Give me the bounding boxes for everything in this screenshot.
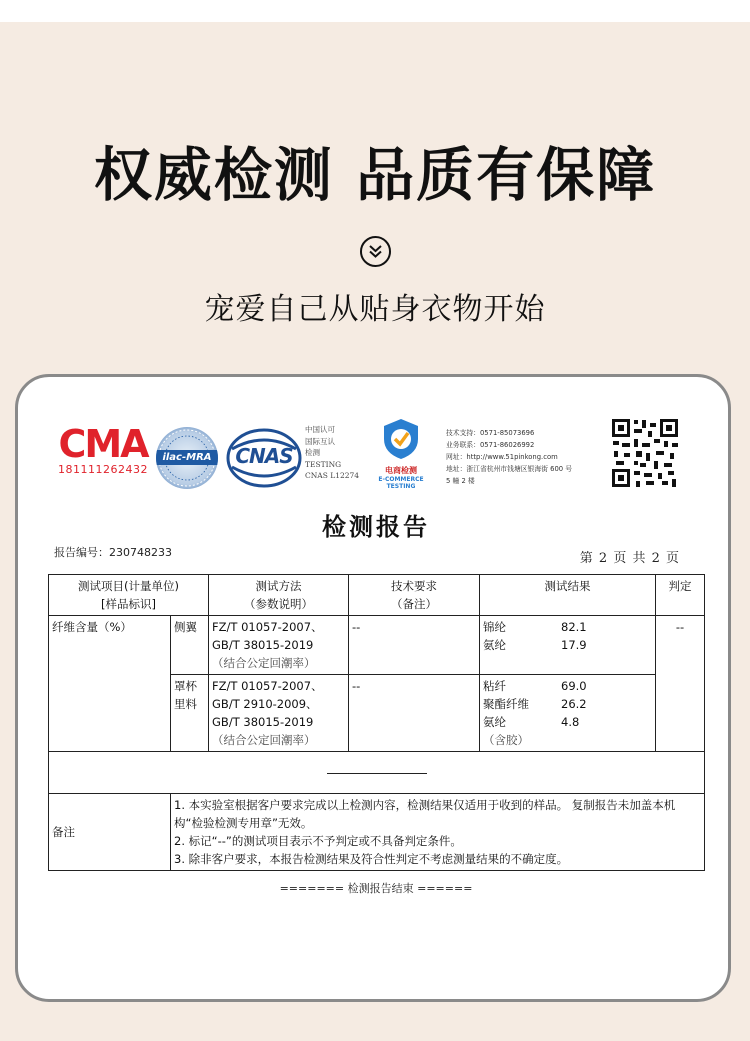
result-cell bbox=[480, 616, 656, 675]
fiber-name: 氨纶 bbox=[483, 715, 507, 729]
top-strip bbox=[0, 0, 750, 22]
ecom-en-label: E-COMMERCE TESTING bbox=[378, 476, 424, 490]
report-card bbox=[15, 374, 731, 1002]
contact-line: 技术支持：0571-85073696 bbox=[446, 429, 535, 437]
cma-mark: CMA bbox=[58, 422, 148, 466]
separator-row bbox=[49, 752, 705, 794]
method-text: FZ/T 01057-2007、GB/T 38015-2019 bbox=[212, 620, 323, 652]
header-method-sub: （参数说明） bbox=[244, 597, 314, 611]
fiber-name: 粘纤 bbox=[483, 679, 507, 693]
page-info: 第 2 页 共 2 页 bbox=[579, 551, 680, 566]
table-row bbox=[49, 616, 705, 675]
ilac-label: ilac-MRA bbox=[156, 450, 218, 465]
fiber-value: 26.2 bbox=[561, 697, 587, 711]
header-method-label: 测试方法 bbox=[255, 579, 302, 593]
report-number bbox=[54, 544, 172, 560]
report-number-value: 230748233 bbox=[109, 546, 172, 559]
contact-line: 地址：浙江省杭州市钱塘区银海街 600 号 bbox=[446, 465, 573, 473]
cma-logo bbox=[55, 422, 151, 476]
fiber-name: 聚酯纤维 bbox=[483, 697, 530, 711]
cnas-label: CNAS bbox=[235, 444, 293, 468]
requirement-cell: -- bbox=[349, 675, 480, 752]
results-note: （含胶） bbox=[483, 733, 530, 747]
cnas-line: 中国认可 bbox=[305, 425, 335, 434]
report-title: 检测报告 bbox=[322, 512, 430, 541]
notes-label: 备注 bbox=[49, 794, 171, 871]
contact-line: 业务联系：0571-86026992 bbox=[446, 441, 535, 449]
verdict-cell bbox=[656, 616, 705, 752]
verdict-value: -- bbox=[675, 620, 685, 634]
fiber-value: 17.9 bbox=[561, 638, 587, 652]
header-item-label: 测试项目(计量单位) bbox=[78, 579, 179, 593]
notes-row bbox=[49, 794, 705, 871]
ecommerce-testing-logo bbox=[366, 417, 436, 490]
item-name: 纤维含量（%） bbox=[52, 620, 132, 634]
report-table bbox=[48, 574, 705, 871]
cnas-line: 国际互认 bbox=[305, 436, 335, 446]
note-item: 2. 标记“--”的测试项目表示不予判定或不具备判定条件。 bbox=[174, 834, 462, 848]
header-result: 测试结果 bbox=[480, 575, 656, 616]
ilac-mra-logo bbox=[156, 427, 218, 489]
header-requirement-label: 技术要求 bbox=[391, 579, 438, 593]
fiber-value: 69.0 bbox=[561, 679, 587, 693]
contact-line: 5 幢 2 楼 bbox=[446, 477, 475, 485]
chevron-down-icon bbox=[360, 236, 391, 267]
separator-cell bbox=[49, 752, 705, 794]
header-item-sub: [样品标识] bbox=[101, 597, 156, 611]
method-cell bbox=[209, 616, 349, 675]
note-item: 1. 本实验室根据客户要求完成以上检测内容，检测结果仅适用于收到的样品。 复制报告未加盖本机构“检验检测专用章”无效。 bbox=[174, 798, 676, 830]
cma-number: 181111262432 bbox=[58, 463, 148, 476]
method-note: （结合公定回潮率） bbox=[212, 733, 316, 747]
separator-line bbox=[327, 773, 427, 774]
cnas-line: CNAS L12274 bbox=[305, 471, 360, 480]
fiber-name: 锦纶 bbox=[483, 620, 507, 634]
header-requirement bbox=[349, 575, 480, 616]
method-cell bbox=[209, 675, 349, 752]
table-header-row bbox=[49, 575, 705, 616]
fiber-name: 氨纶 bbox=[483, 638, 507, 652]
subline: 宠爱自己从贴身衣物开始 bbox=[204, 292, 546, 327]
ecom-cn-label: 电商检测 bbox=[385, 466, 417, 475]
report-number-label: 报告编号： bbox=[54, 546, 109, 559]
item-name-cell bbox=[49, 616, 171, 752]
cnas-line: TESTING bbox=[305, 459, 342, 469]
contact-line: 网址：http://www.51pinkong.com bbox=[446, 453, 558, 461]
method-note: （结合公定回潮率） bbox=[212, 656, 316, 670]
requirement-cell: -- bbox=[349, 616, 480, 675]
header-verdict: 判定 bbox=[656, 575, 705, 616]
note-item: 3. 除非客户要求，本报告检测结果及符合性判定不考虑测量结果的不确定度。 bbox=[174, 852, 569, 866]
shield-check-icon bbox=[381, 417, 421, 461]
notes-cell bbox=[171, 794, 705, 871]
report-end-line: ======= 检测报告结束 ====== bbox=[279, 882, 473, 895]
headline: 权威检测 品质有保障 bbox=[93, 141, 657, 209]
cnas-logo bbox=[226, 427, 302, 489]
header-item bbox=[49, 575, 209, 616]
part-cell: 罩杯里料 bbox=[171, 675, 209, 752]
cnas-text-block bbox=[305, 424, 359, 482]
qr-code-icon bbox=[610, 417, 680, 489]
part-cell: 侧翼 bbox=[171, 616, 209, 675]
fiber-value: 82.1 bbox=[561, 620, 587, 634]
fiber-value: 4.8 bbox=[561, 715, 580, 729]
contact-block bbox=[446, 427, 572, 487]
method-text: FZ/T 01057-2007、GB/T 2910-2009、GB/T 38015-2019 bbox=[212, 679, 323, 729]
header-requirement-sub: （备注） bbox=[391, 597, 438, 611]
header-method bbox=[209, 575, 349, 616]
cnas-line: 检测 bbox=[305, 448, 320, 457]
result-cell bbox=[480, 675, 656, 752]
